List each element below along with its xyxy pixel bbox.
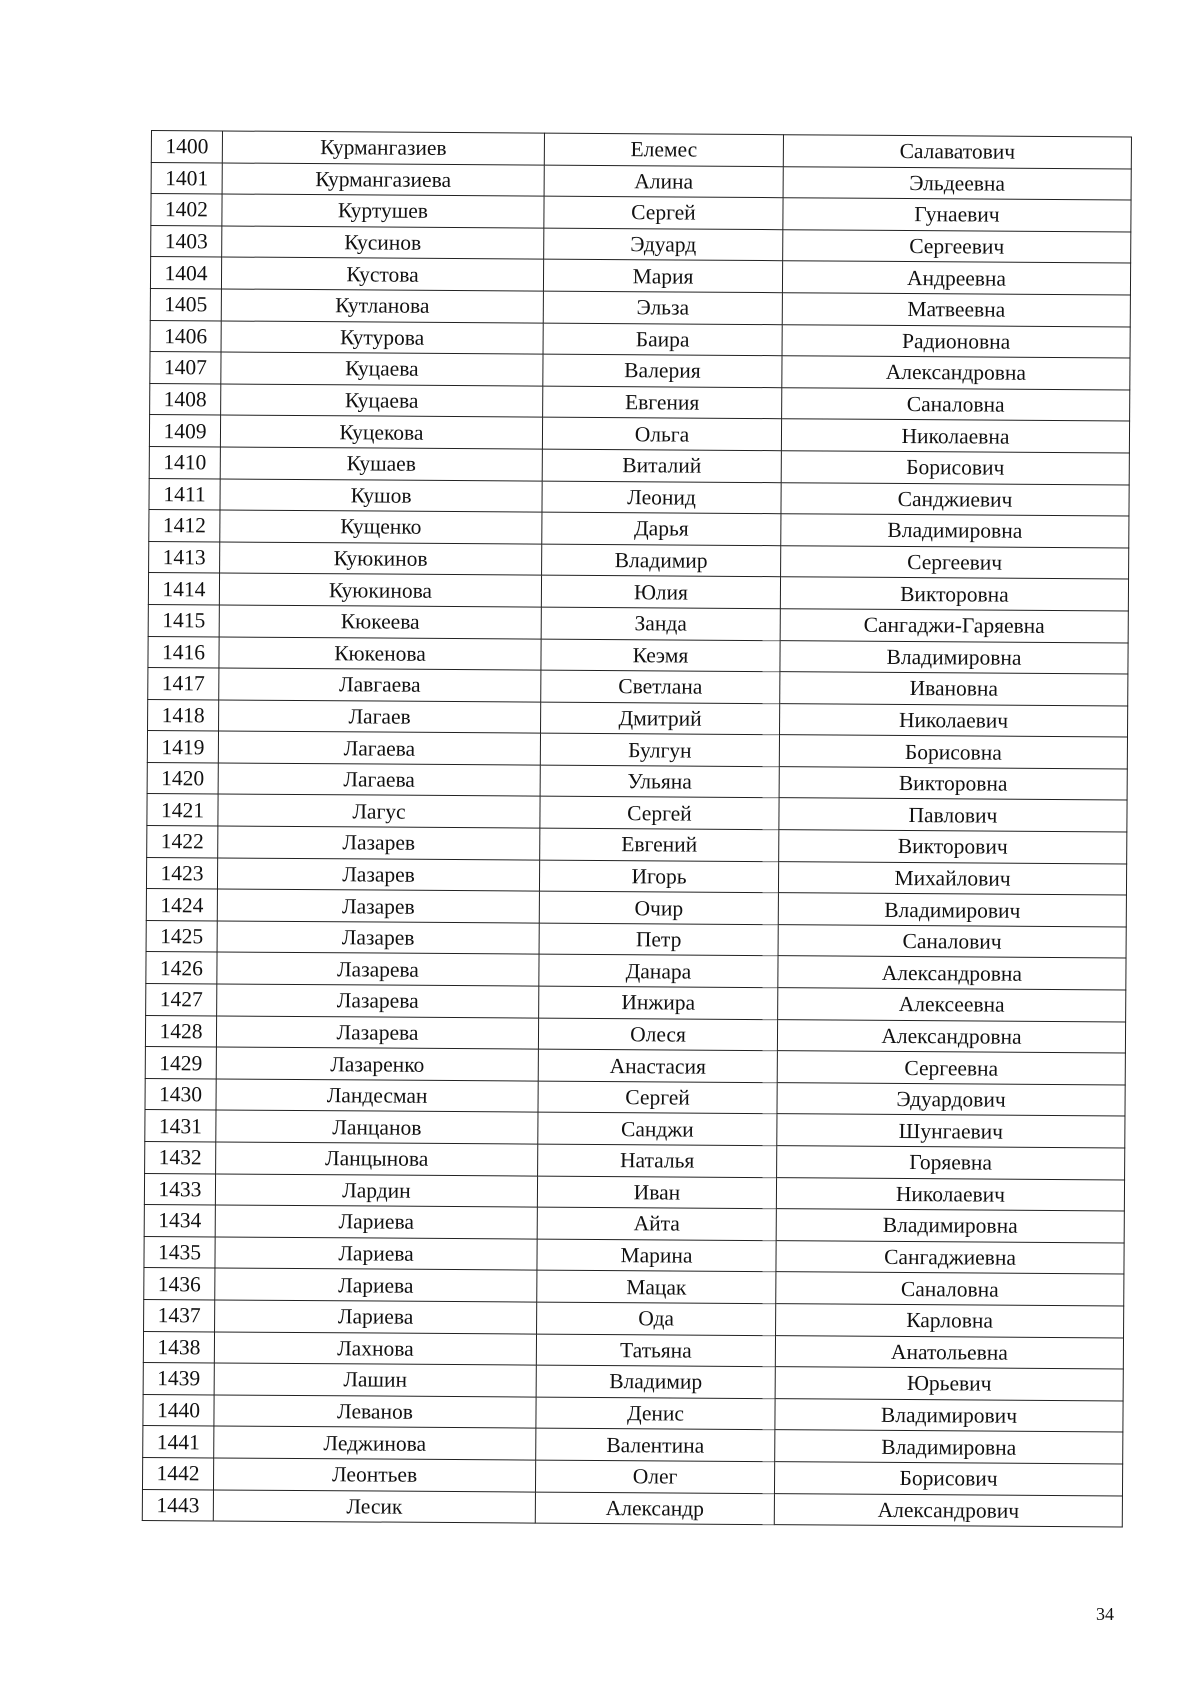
patronymic-cell: Викторович — [779, 830, 1127, 864]
first-name-cell: Валерия — [543, 354, 782, 387]
row-number-cell: 1409 — [149, 415, 220, 447]
patronymic-cell: Гунаевич — [783, 198, 1131, 232]
first-name-cell: Олег — [535, 1460, 774, 1493]
first-name-cell: Алина — [544, 165, 783, 198]
last-name-cell: Лариева — [215, 1237, 537, 1271]
last-name-cell: Лесик — [213, 1489, 535, 1523]
first-name-cell: Сергей — [540, 797, 779, 830]
row-number-cell: 1425 — [146, 920, 217, 952]
patronymic-cell: Николаевич — [780, 703, 1128, 737]
row-number-cell: 1418 — [148, 699, 219, 731]
row-number-cell: 1440 — [143, 1394, 214, 1426]
last-name-cell: Лазаренко — [216, 1047, 538, 1081]
last-name-cell: Кустова — [221, 257, 543, 291]
page-number: 34 — [1096, 1604, 1114, 1624]
row-number-cell: 1433 — [144, 1173, 215, 1205]
row-number-cell: 1403 — [151, 225, 222, 257]
patronymic-cell: Николаевич — [776, 1177, 1124, 1211]
last-name-cell: Куюкинова — [219, 573, 541, 607]
patronymic-cell: Карловна — [776, 1304, 1124, 1338]
first-name-cell: Елемес — [544, 133, 783, 166]
last-name-cell: Кусинов — [222, 226, 544, 260]
first-name-cell: Ода — [537, 1302, 776, 1335]
row-number-cell: 1412 — [149, 510, 220, 542]
first-name-cell: Иван — [537, 1176, 776, 1209]
first-name-cell: Дарья — [542, 512, 781, 545]
last-name-cell: Куюкинов — [220, 542, 542, 576]
row-number-cell: 1415 — [148, 604, 219, 636]
last-name-cell: Лагаева — [218, 763, 540, 797]
first-name-cell: Инжира — [539, 986, 778, 1019]
patronymic-cell: Борисович — [781, 451, 1129, 485]
last-name-cell: Лазарев — [217, 889, 539, 923]
patronymic-cell: Саналович — [778, 925, 1126, 959]
row-number-cell: 1436 — [144, 1268, 215, 1300]
row-number-cell: 1427 — [146, 984, 217, 1016]
row-number-cell: 1416 — [148, 636, 219, 668]
row-number-cell: 1435 — [144, 1236, 215, 1268]
row-number-cell: 1424 — [146, 889, 217, 921]
patronymic-cell: Радионовна — [782, 324, 1130, 358]
last-name-cell: Леджинова — [214, 1426, 536, 1460]
patronymic-cell: Александровна — [778, 956, 1126, 990]
first-name-cell: Мацак — [537, 1270, 776, 1303]
last-name-cell: Лазарев — [217, 921, 539, 955]
last-name-cell: Лазарев — [217, 858, 539, 892]
row-number-cell: 1428 — [145, 1015, 216, 1047]
patronymic-cell: Михайлович — [778, 861, 1126, 895]
roster-table-body — [142, 131, 1131, 1528]
patronymic-cell: Владимирович — [775, 1398, 1123, 1432]
patronymic-cell: Борисовна — [779, 735, 1127, 769]
row-number-cell: 1407 — [150, 352, 221, 384]
patronymic-cell: Алексеевна — [778, 988, 1126, 1022]
row-number-cell: 1420 — [147, 762, 218, 794]
last-name-cell: Ландесман — [216, 1079, 538, 1113]
patronymic-cell: Александровна — [782, 356, 1130, 390]
patronymic-cell: Ивановна — [780, 672, 1128, 706]
patronymic-cell: Владимировна — [776, 1209, 1124, 1243]
first-name-cell: Татьяна — [536, 1334, 775, 1367]
last-name-cell: Лариева — [215, 1300, 537, 1334]
row-number-cell: 1413 — [149, 541, 220, 573]
row-number-cell: 1422 — [147, 826, 218, 858]
patronymic-cell: Матвеевна — [782, 293, 1130, 327]
patronymic-cell: Горяевна — [777, 1146, 1125, 1180]
row-number-cell: 1402 — [151, 194, 222, 226]
first-name-cell: Эльза — [543, 291, 782, 324]
last-name-cell: Лашин — [214, 1363, 536, 1397]
roster-table — [142, 130, 1132, 1528]
first-name-cell: Ольга — [542, 417, 781, 450]
first-name-cell: Анастасия — [538, 1049, 777, 1082]
first-name-cell: Эдуард — [544, 228, 783, 261]
last-name-cell: Лахнова — [214, 1332, 536, 1366]
row-number-cell: 1430 — [145, 1078, 216, 1110]
last-name-cell: Кушаев — [220, 447, 542, 481]
first-name-cell: Валентина — [536, 1428, 775, 1461]
last-name-cell: Кутланова — [221, 289, 543, 323]
first-name-cell: Наталья — [538, 1144, 777, 1177]
row-number-cell: 1426 — [146, 952, 217, 984]
last-name-cell: Леванов — [214, 1395, 536, 1429]
row-number-cell: 1431 — [145, 1110, 216, 1142]
first-name-cell: Сергей — [538, 1081, 777, 1114]
row-number-cell: 1406 — [150, 320, 221, 352]
last-name-cell: Лариева — [215, 1268, 537, 1302]
row-number-cell: 1434 — [144, 1205, 215, 1237]
last-name-cell: Лазарева — [216, 1016, 538, 1050]
first-name-cell: Владимир — [536, 1365, 775, 1398]
row-number-cell: 1411 — [149, 478, 220, 510]
patronymic-cell: Александрович — [774, 1493, 1122, 1527]
table-row — [142, 1489, 1122, 1527]
row-number-cell: 1405 — [150, 288, 221, 320]
last-name-cell: Лагус — [218, 794, 540, 828]
first-name-cell: Кеэмя — [541, 639, 780, 672]
row-number-cell: 1417 — [148, 668, 219, 700]
first-name-cell: Айта — [537, 1207, 776, 1240]
patronymic-cell: Сергеевна — [777, 1051, 1125, 1085]
patronymic-cell: Владимировна — [775, 1430, 1123, 1464]
last-name-cell: Куцекова — [220, 415, 542, 449]
patronymic-cell: Сергеевич — [781, 545, 1129, 579]
patronymic-cell: Саналовна — [782, 387, 1130, 421]
row-number-cell: 1414 — [148, 573, 219, 605]
first-name-cell: Леонид — [542, 481, 781, 514]
first-name-cell: Ульяна — [540, 765, 779, 798]
first-name-cell: Юлия — [541, 575, 780, 608]
last-name-cell: Ланцынова — [216, 1142, 538, 1176]
row-number-cell: 1439 — [143, 1363, 214, 1395]
last-name-cell: Куцаева — [221, 352, 543, 386]
last-name-cell: Кушов — [220, 478, 542, 512]
first-name-cell: Занда — [541, 607, 780, 640]
patronymic-cell: Викторовна — [779, 767, 1127, 801]
row-number-cell: 1410 — [149, 446, 220, 478]
last-name-cell: Кутурова — [221, 321, 543, 355]
patronymic-cell: Санджиевич — [781, 482, 1129, 516]
row-number-cell: 1432 — [145, 1141, 216, 1173]
last-name-cell: Лазарева — [217, 952, 539, 986]
patronymic-cell: Сангаджиевна — [776, 1240, 1124, 1274]
last-name-cell: Лариева — [215, 1205, 537, 1239]
last-name-cell: Ланцанов — [216, 1110, 538, 1144]
patronymic-cell: Александровна — [777, 1019, 1125, 1053]
last-name-cell: Лардин — [215, 1174, 537, 1208]
patronymic-cell: Анатольевна — [775, 1335, 1123, 1369]
first-name-cell: Евгения — [543, 386, 782, 419]
first-name-cell: Евгений — [540, 828, 779, 861]
patronymic-cell: Шунгаевич — [777, 1114, 1125, 1148]
first-name-cell: Санджи — [538, 1112, 777, 1145]
first-name-cell: Мария — [543, 259, 782, 292]
last-name-cell: Лагаева — [218, 731, 540, 765]
patronymic-cell: Викторовна — [780, 577, 1128, 611]
first-name-cell: Булгун — [540, 733, 779, 766]
first-name-cell: Александр — [535, 1492, 774, 1525]
row-number-cell: 1419 — [147, 731, 218, 763]
row-number-cell: 1421 — [147, 794, 218, 826]
last-name-cell: Курмангазиев — [222, 131, 544, 165]
row-number-cell: 1400 — [151, 131, 222, 163]
last-name-cell: Лагаев — [219, 700, 541, 734]
first-name-cell: Владимир — [542, 544, 781, 577]
row-number-cell: 1443 — [142, 1489, 213, 1521]
patronymic-cell: Сангаджи-Гаряевна — [780, 609, 1128, 643]
row-number-cell: 1404 — [150, 257, 221, 289]
last-name-cell: Курмангазиева — [222, 163, 544, 197]
first-name-cell: Игорь — [539, 860, 778, 893]
last-name-cell: Лазарева — [217, 984, 539, 1018]
first-name-cell: Петр — [539, 923, 778, 956]
patronymic-cell: Эдуардович — [777, 1082, 1125, 1116]
patronymic-cell: Эльдеевна — [783, 166, 1131, 200]
row-number-cell: 1401 — [151, 162, 222, 194]
first-name-cell: Сергей — [544, 196, 783, 229]
patronymic-cell: Салаватович — [783, 135, 1131, 169]
patronymic-cell: Андреевна — [782, 261, 1130, 295]
patronymic-cell: Юрьевич — [775, 1367, 1123, 1401]
first-name-cell: Олеся — [538, 1018, 777, 1051]
first-name-cell: Дмитрий — [541, 702, 780, 735]
first-name-cell: Денис — [536, 1397, 775, 1430]
patronymic-cell: Николаевна — [781, 419, 1129, 453]
last-name-cell: Лазарев — [218, 826, 540, 860]
row-number-cell: 1437 — [144, 1299, 215, 1331]
first-name-cell: Светлана — [541, 670, 780, 703]
patronymic-cell: Владимировна — [780, 640, 1128, 674]
row-number-cell: 1442 — [142, 1457, 213, 1489]
row-number-cell: 1441 — [143, 1426, 214, 1458]
first-name-cell: Очир — [539, 891, 778, 924]
patronymic-cell: Сергеевич — [783, 229, 1131, 263]
last-name-cell: Кюкеева — [219, 605, 541, 639]
row-number-cell: 1408 — [150, 383, 221, 415]
last-name-cell: Куртушев — [222, 194, 544, 228]
patronymic-cell: Борисович — [774, 1462, 1122, 1496]
patronymic-cell: Саналовна — [776, 1272, 1124, 1306]
last-name-cell: Леонтьев — [213, 1458, 535, 1492]
patronymic-cell: Владимировна — [781, 514, 1129, 548]
first-name-cell: Виталий — [542, 449, 781, 482]
patronymic-cell: Владимирович — [778, 893, 1126, 927]
row-number-cell: 1438 — [143, 1331, 214, 1363]
last-name-cell: Куцаева — [221, 384, 543, 418]
last-name-cell: Кюкенова — [219, 636, 541, 670]
patronymic-cell: Павлович — [779, 798, 1127, 832]
row-number-cell: 1429 — [145, 1047, 216, 1079]
last-name-cell: Лавгаева — [219, 668, 541, 702]
last-name-cell: Кущенко — [220, 510, 542, 544]
row-number-cell: 1423 — [146, 857, 217, 889]
first-name-cell: Данара — [539, 955, 778, 988]
first-name-cell: Баира — [543, 323, 782, 356]
first-name-cell: Марина — [537, 1239, 776, 1272]
